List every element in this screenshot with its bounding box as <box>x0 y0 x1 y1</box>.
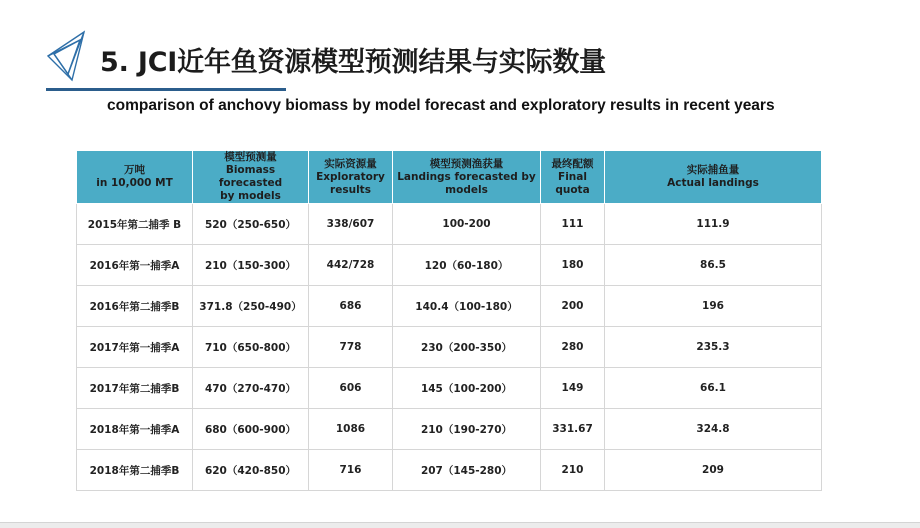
table-cell: 120（60-180） <box>393 245 541 286</box>
table-cell: 86.5 <box>605 245 822 286</box>
table-row <box>77 327 822 368</box>
table-cell: 210 <box>541 450 605 491</box>
table-cell: 371.8（250-490） <box>193 286 309 327</box>
header-row <box>77 151 822 204</box>
table-cell: 716 <box>309 450 393 491</box>
table-cell: 778 <box>309 327 393 368</box>
column-header-line: models <box>445 183 488 196</box>
table-row <box>77 286 822 327</box>
table-cell: 620（420-850） <box>193 450 309 491</box>
table-cell: 235.3 <box>605 327 822 368</box>
table-cell: 100-200 <box>393 204 541 245</box>
column-header-line: 模型预测渔获量 <box>429 157 504 170</box>
table-row <box>77 450 822 491</box>
table-row <box>77 368 822 409</box>
column-header <box>309 151 393 204</box>
row-label-cell: 2017年第一捕季A <box>77 327 193 368</box>
table-cell: 209 <box>605 450 822 491</box>
row-label-cell: 2015年第二捕季 B <box>77 204 193 245</box>
table-cell: 324.8 <box>605 409 822 450</box>
column-header-line: 模型预测量 <box>224 151 277 163</box>
row-label-cell: 2016年第一捕季A <box>77 245 193 286</box>
page-subtitle: comparison of anchovy biomass by model forecast and exploratory results in recent years <box>107 97 775 114</box>
column-header <box>77 151 193 204</box>
column-header-line: Actual landings <box>667 177 759 189</box>
table-cell: 196 <box>605 286 822 327</box>
table-header <box>77 151 822 204</box>
table-cell: 338/607 <box>309 204 393 245</box>
table-cell: 710（650-800） <box>193 327 309 368</box>
row-label-cell: 2016年第二捕季B <box>77 286 193 327</box>
table-cell: 210（190-270） <box>393 409 541 450</box>
row-label-cell: 2018年第一捕季A <box>77 409 193 450</box>
table-cell: 1086 <box>309 409 393 450</box>
row-label-cell: 2017年第二捕季B <box>77 368 193 409</box>
column-header-line: results <box>330 183 371 196</box>
column-header <box>541 151 605 204</box>
column-header-line: 万吨 <box>124 164 145 176</box>
column-header-line: Exploratory <box>316 170 385 183</box>
triangle-logo-icon <box>44 30 100 82</box>
column-header <box>605 151 822 204</box>
table-cell: 200 <box>541 286 605 327</box>
table-cell: 680（600-900） <box>193 409 309 450</box>
table-row <box>77 204 822 245</box>
table-cell: 207（145-280） <box>393 450 541 491</box>
table-cell: 520（250-650） <box>193 204 309 245</box>
table-cell: 442/728 <box>309 245 393 286</box>
table-cell: 145（100-200） <box>393 368 541 409</box>
table-row <box>77 245 822 286</box>
page-title: 5. JCI近年鱼资源模型预测结果与实际数量 <box>100 47 606 78</box>
column-header-line: quota <box>555 183 590 196</box>
table-cell: 280 <box>541 327 605 368</box>
table-cell: 686 <box>309 286 393 327</box>
table-cell: 111.9 <box>605 204 822 245</box>
column-header-line: 实际资源量 <box>324 157 377 170</box>
table-cell: 331.67 <box>541 409 605 450</box>
title-underline <box>46 88 286 91</box>
column-header-line: 实际捕鱼量 <box>686 164 740 176</box>
table-cell: 210（150-300） <box>193 245 309 286</box>
column-header-line: Biomass forecasted <box>218 164 283 189</box>
column-header-line: in 10,000 MT <box>96 177 173 189</box>
table-body <box>77 204 822 491</box>
column-header-line: 最终配额 <box>551 157 594 170</box>
table-cell: 470（270-470） <box>193 368 309 409</box>
table-cell: 230（200-350） <box>393 327 541 368</box>
column-header <box>393 151 541 204</box>
table-cell: 606 <box>309 368 393 409</box>
table-cell: 66.1 <box>605 368 822 409</box>
column-header <box>193 151 309 204</box>
comparison-table <box>76 150 822 491</box>
table-row <box>77 409 822 450</box>
row-label-cell: 2018年第二捕季B <box>77 450 193 491</box>
table-cell: 111 <box>541 204 605 245</box>
column-header-line: Landings forecasted by <box>397 170 536 183</box>
column-header-line: Final <box>558 170 587 183</box>
table-cell: 140.4（100-180） <box>393 286 541 327</box>
table-cell: 149 <box>541 368 605 409</box>
table-cell: 180 <box>541 245 605 286</box>
column-header-line: by models <box>220 190 281 202</box>
